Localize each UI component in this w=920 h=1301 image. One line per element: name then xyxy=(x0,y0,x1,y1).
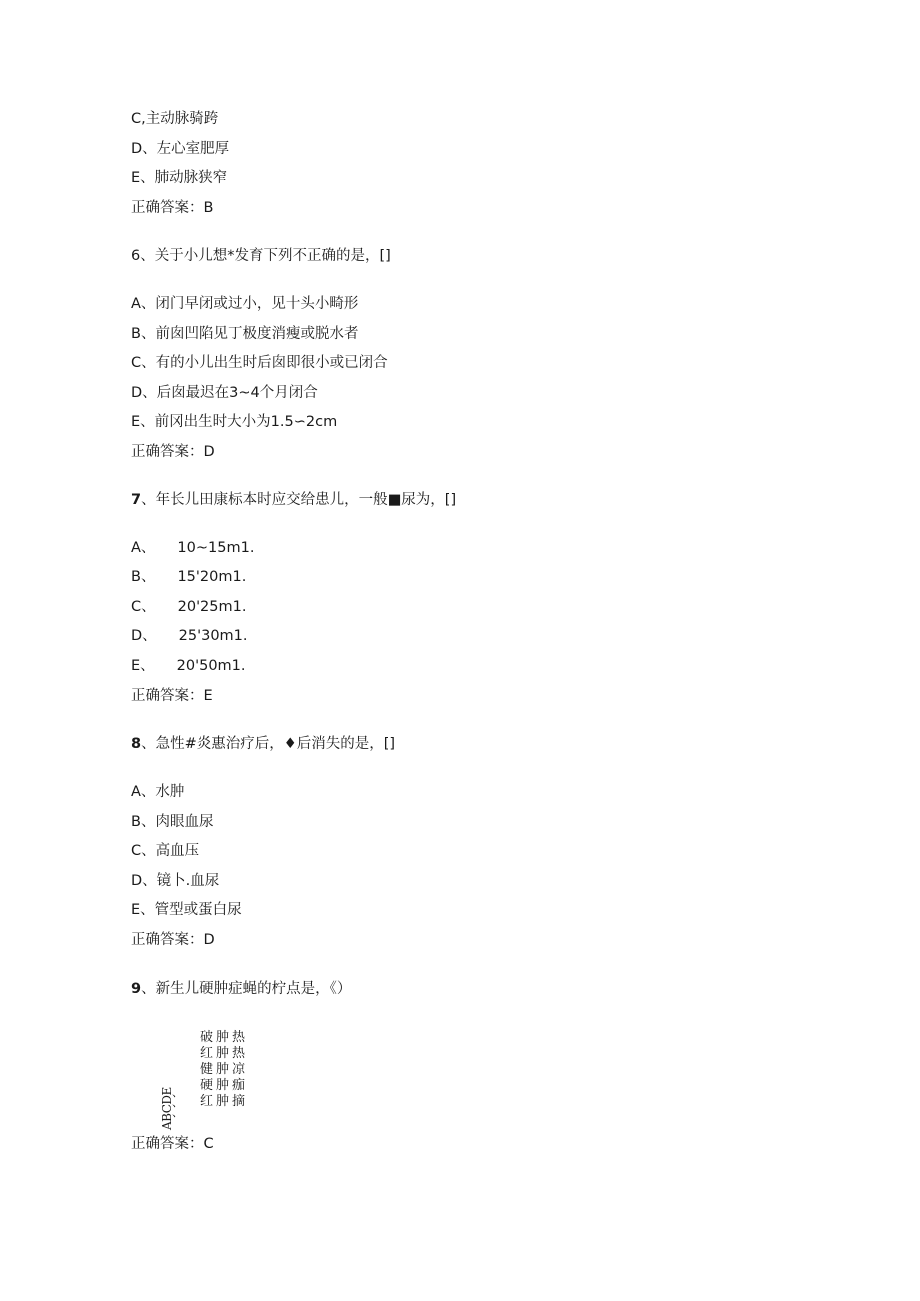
question-number: 9 xyxy=(131,981,142,997)
answer-line: 正确答案：C xyxy=(131,1136,214,1152)
option-d: 硬肿痂 xyxy=(200,1078,249,1093)
option-a: 破肿热 xyxy=(200,1030,249,1045)
option-value: 20'50m1. xyxy=(176,658,246,674)
question-8 xyxy=(131,734,395,754)
option-separators: 、 、 、 xyxy=(172,1086,183,1119)
option-c: C,主动脉骑跨 xyxy=(131,111,219,127)
question-text: 、年长儿田康标本时应交给患儿，一般■尿为，[] xyxy=(141,492,457,508)
question-number: 6 xyxy=(131,248,141,264)
option-e: E、前冈出生时大小为1.5∽2cm xyxy=(131,414,338,430)
option-d: D、左心室肥厚 xyxy=(131,141,230,157)
option-c: C、高血压 xyxy=(131,843,200,859)
option-c: 健肿凉 xyxy=(200,1062,249,1077)
option-a xyxy=(131,538,254,558)
question-7 xyxy=(131,490,456,510)
option-letters: ABCDE xyxy=(160,1087,174,1130)
option-e xyxy=(131,656,246,676)
option-e: E、肺动脉狭窄 xyxy=(131,170,228,186)
option-d: D、镜卜.血尿 xyxy=(131,873,220,889)
question-9 xyxy=(131,979,351,999)
option-e: E、管型或蛋白尿 xyxy=(131,902,242,918)
option-a: A、闭门早闭或过小，见十头小畸形 xyxy=(131,296,359,312)
option-value: 10~15m1. xyxy=(177,540,255,556)
question-number: 8 xyxy=(131,736,142,752)
option-value: 20'25m1. xyxy=(177,599,247,615)
option-d xyxy=(131,626,248,646)
option-b: 红肿热 xyxy=(200,1046,249,1061)
option-letter: A、 xyxy=(131,540,156,556)
question-text: 、急性#炎惠治疗后，♦后消失的是，[] xyxy=(141,736,396,752)
option-b: B、前囱凹陷见丁极度消瘦或脱水者 xyxy=(131,326,359,342)
question-6 xyxy=(131,246,391,266)
option-letter: E、 xyxy=(131,658,155,674)
option-c xyxy=(131,597,246,617)
option-b xyxy=(131,567,246,587)
option-list xyxy=(200,1030,248,1110)
option-letter: C、 xyxy=(131,599,156,615)
compact-options-block xyxy=(160,1030,270,1130)
option-letter: D、 xyxy=(131,628,157,644)
answer-line: 正确答案：B xyxy=(131,200,214,216)
answer-line: 正确答案：D xyxy=(131,444,215,460)
option-b: B、肉眼血尿 xyxy=(131,814,214,830)
option-a: A、水肿 xyxy=(131,784,185,800)
option-c: C、有的小儿出生时后囱即很小或已闭合 xyxy=(131,355,388,371)
option-e: 红肿摘 xyxy=(200,1094,249,1109)
question-text: 、关于小儿想*发育下列不正确的是，[] xyxy=(140,248,391,264)
answer-line: 正确答案：D xyxy=(131,932,215,948)
question-number: 7 xyxy=(131,492,142,508)
option-letter: B、 xyxy=(131,569,156,585)
option-value: 25'30m1. xyxy=(178,628,248,644)
answer-line: 正确答案：E xyxy=(131,688,213,704)
option-value: 15'20m1. xyxy=(177,569,247,585)
option-d: D、后囱最迟在3~4个月闭合 xyxy=(131,385,318,401)
question-text: 、新生儿硬肿症蝇的柠点是，《） xyxy=(141,981,352,997)
